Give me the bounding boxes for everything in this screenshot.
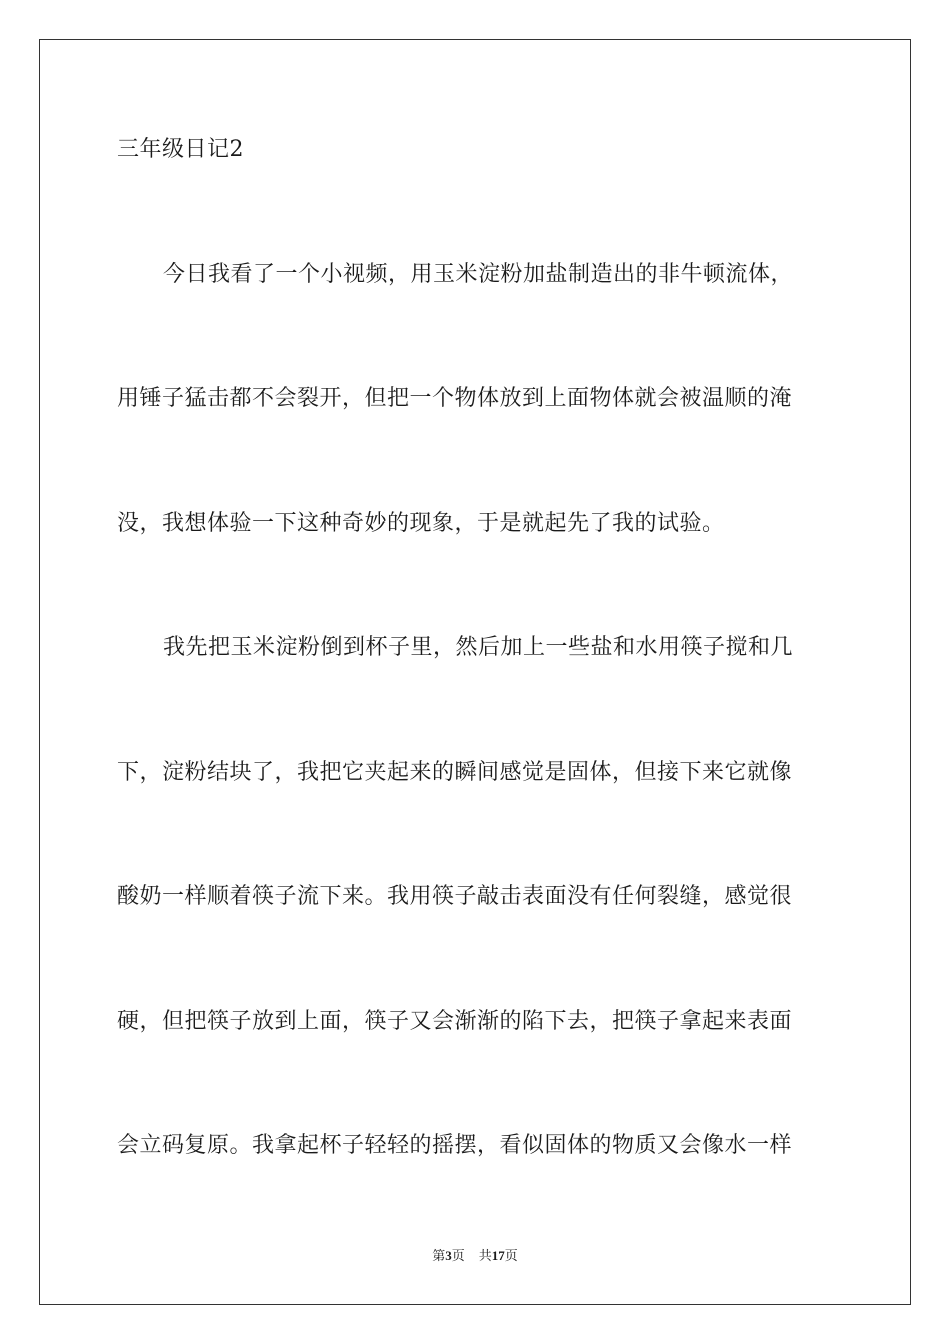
page-prefix: 第 [432, 1248, 446, 1263]
total-pages: 17 [491, 1248, 505, 1263]
page-suffix: 页 [451, 1248, 465, 1263]
paragraph-line: 没，我想体验一下这种奇妙的现象，于是就起先了我的试验。 [117, 511, 725, 536]
paragraph-line: 酸奶一样顺着筷子流下来。我用筷子敲击表面没有任何裂缝，感觉很 [117, 884, 793, 909]
paragraph-line: 硬，但把筷子放到上面，筷子又会渐渐的陷下去，把筷子拿起来表面 [117, 1009, 793, 1034]
paragraph-line: 我先把玉米淀粉倒到杯子里，然后加上一些盐和水用筷子搅和几 [163, 635, 794, 660]
total-suffix: 页 [504, 1248, 518, 1263]
page-border [39, 39, 911, 1305]
paragraph-line: 用锤子猛击都不会裂开，但把一个物体放到上面物体就会被温顺的淹 [117, 386, 793, 411]
paragraph-line: 会立码复原。我拿起杯子轻轻的摇摆，看似固体的物质又会像水一样 [117, 1133, 793, 1158]
page-footer [0, 1247, 950, 1265]
total-prefix: 共 [478, 1248, 492, 1263]
paragraph-line: 今日我看了一个小视频，用玉米淀粉加盐制造出的非牛顿流体， [163, 262, 794, 287]
paragraph-line: 下，淀粉结块了，我把它夹起来的瞬间感觉是固体，但接下来它就像 [117, 760, 793, 785]
page-number: 3 [445, 1248, 452, 1263]
diary-title: 三年级日记2 [117, 137, 244, 162]
